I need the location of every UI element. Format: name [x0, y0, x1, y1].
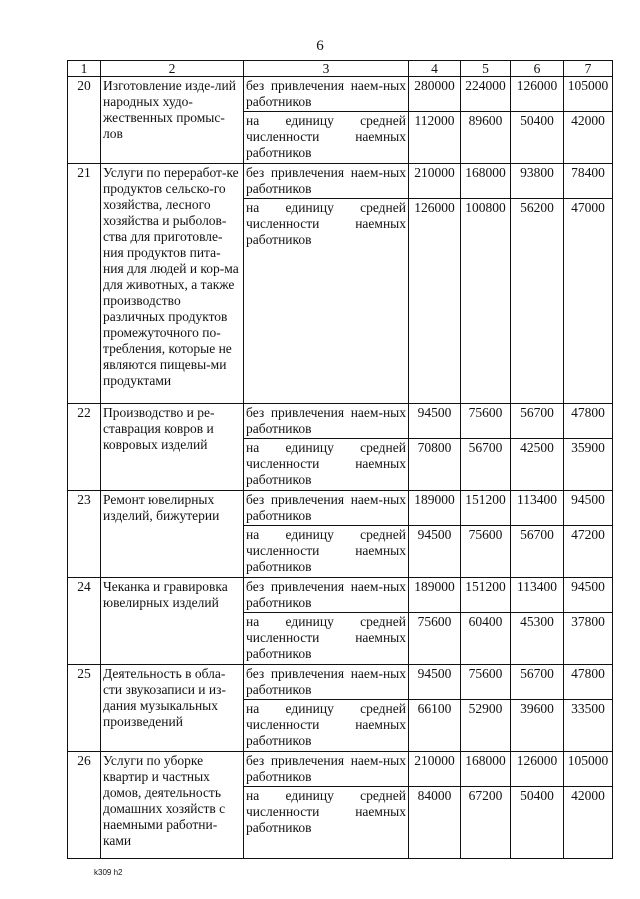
condition: без привлечения наем-ных работников: [244, 578, 409, 613]
value-col5: 67200: [461, 787, 511, 859]
value-col4: 94500: [409, 526, 461, 578]
condition: на единицу средней численности наемных работников: [244, 613, 409, 665]
value-col4: 94500: [409, 665, 461, 700]
value-col6: 50400: [511, 112, 564, 164]
activity-name: Услуги по уборке квартир и частных домов, деятельность домашних хозяйств с наемными работни-ками: [101, 752, 244, 859]
col-header-7: 7: [564, 61, 613, 77]
col-header-1: 1: [68, 61, 101, 77]
value-col5: 151200: [461, 491, 511, 526]
table-row: [68, 578, 613, 613]
value-col7: 47000: [564, 199, 613, 404]
condition: на единицу средней численности наемных работников: [244, 700, 409, 752]
row-number: 24: [68, 578, 101, 665]
value-col4: 84000: [409, 787, 461, 859]
value-col4: 75600: [409, 613, 461, 665]
condition: без привлечения наем-ных работников: [244, 752, 409, 787]
page-number: 6: [316, 38, 324, 54]
value-col5: 168000: [461, 164, 511, 199]
value-col4: 70800: [409, 439, 461, 491]
table-row: [68, 752, 613, 787]
value-col6: 42500: [511, 439, 564, 491]
activity-name: Производство и ре-ставрация ковров и ковровых изделий: [101, 404, 244, 491]
value-col7: 94500: [564, 578, 613, 613]
value-col7: 37800: [564, 613, 613, 665]
table-row: [68, 404, 613, 439]
value-col7: 33500: [564, 700, 613, 752]
col-header-5: 5: [461, 61, 511, 77]
value-col6: 126000: [511, 77, 564, 112]
value-col5: 75600: [461, 404, 511, 439]
value-col5: 52900: [461, 700, 511, 752]
value-col4: 112000: [409, 112, 461, 164]
value-col6: 39600: [511, 700, 564, 752]
condition: на единицу средней численности наемных работников: [244, 526, 409, 578]
value-col5: 75600: [461, 665, 511, 700]
value-col4: 66100: [409, 700, 461, 752]
col-header-6: 6: [511, 61, 564, 77]
value-col7: 105000: [564, 77, 613, 112]
value-col7: 94500: [564, 491, 613, 526]
header-row: [68, 61, 613, 77]
col-header-2: 2: [101, 61, 244, 77]
condition: на единицу средней численности наемных работников: [244, 112, 409, 164]
condition: без привлечения наем-ных работников: [244, 404, 409, 439]
value-col5: 89600: [461, 112, 511, 164]
activity-name: Деятельность в обла-сти звукозаписи и из-дания музыкальных произведений: [101, 665, 244, 752]
condition: на единицу средней численности наемных работников: [244, 199, 409, 404]
value-col6: 56700: [511, 665, 564, 700]
value-col6: 113400: [511, 578, 564, 613]
col-header-3: 3: [244, 61, 409, 77]
activity-name: Изготовление изде-лий народных худо-жественных промыс-лов: [101, 77, 244, 164]
row-number: 25: [68, 665, 101, 752]
row-number: 23: [68, 491, 101, 578]
row-number: 26: [68, 752, 101, 859]
value-col6: 56700: [511, 404, 564, 439]
activity-name: Услуги по переработ-ке продуктов сельско-го хозяйства, лесного хозяйства и рыболов-ства для приготовле-ния продуктов пита-ния для людей и кор-ма для животных, а также производство различных продуктов промежуточного по-требления, которые не являются пищевы-ми продуктами: [101, 164, 244, 404]
table-row: [68, 491, 613, 526]
condition: на единицу средней численности наемных работников: [244, 439, 409, 491]
row-number: 21: [68, 164, 101, 404]
table-row: [68, 77, 613, 112]
value-col6: 113400: [511, 491, 564, 526]
condition: на единицу средней численности наемных работников: [244, 787, 409, 859]
value-col5: 56700: [461, 439, 511, 491]
row-number: 22: [68, 404, 101, 491]
value-col7: 47200: [564, 526, 613, 578]
row-number: 20: [68, 77, 101, 164]
value-col7: 35900: [564, 439, 613, 491]
value-col4: 189000: [409, 491, 461, 526]
value-col7: 42000: [564, 787, 613, 859]
value-col7: 78400: [564, 164, 613, 199]
value-col7: 47800: [564, 404, 613, 439]
value-col5: 151200: [461, 578, 511, 613]
value-col6: 50400: [511, 787, 564, 859]
table-body: [68, 77, 613, 859]
condition: без привлечения наем-ных работников: [244, 164, 409, 199]
value-col4: 189000: [409, 578, 461, 613]
value-col6: 56700: [511, 526, 564, 578]
table-row: [68, 665, 613, 700]
value-col5: 224000: [461, 77, 511, 112]
value-col6: 56200: [511, 199, 564, 404]
value-col7: 42000: [564, 112, 613, 164]
value-col6: 126000: [511, 752, 564, 787]
tax-rates-table: [67, 60, 613, 859]
value-col5: 100800: [461, 199, 511, 404]
condition: без привлечения наем-ных работников: [244, 491, 409, 526]
value-col4: 210000: [409, 164, 461, 199]
value-col4: 94500: [409, 404, 461, 439]
table-row: [68, 164, 613, 199]
value-col4: 280000: [409, 77, 461, 112]
activity-name: Ремонт ювелирных изделий, бижутерии: [101, 491, 244, 578]
value-col5: 60400: [461, 613, 511, 665]
value-col6: 93800: [511, 164, 564, 199]
value-col6: 45300: [511, 613, 564, 665]
footer-code: k309 h2: [94, 868, 123, 877]
value-col4: 210000: [409, 752, 461, 787]
condition: без привлечения наем-ных работников: [244, 77, 409, 112]
value-col5: 168000: [461, 752, 511, 787]
col-header-4: 4: [409, 61, 461, 77]
value-col7: 47800: [564, 665, 613, 700]
value-col4: 126000: [409, 199, 461, 404]
activity-name: Чеканка и гравировка ювелирных изделий: [101, 578, 244, 665]
value-col5: 75600: [461, 526, 511, 578]
condition: без привлечения наем-ных работников: [244, 665, 409, 700]
value-col7: 105000: [564, 752, 613, 787]
